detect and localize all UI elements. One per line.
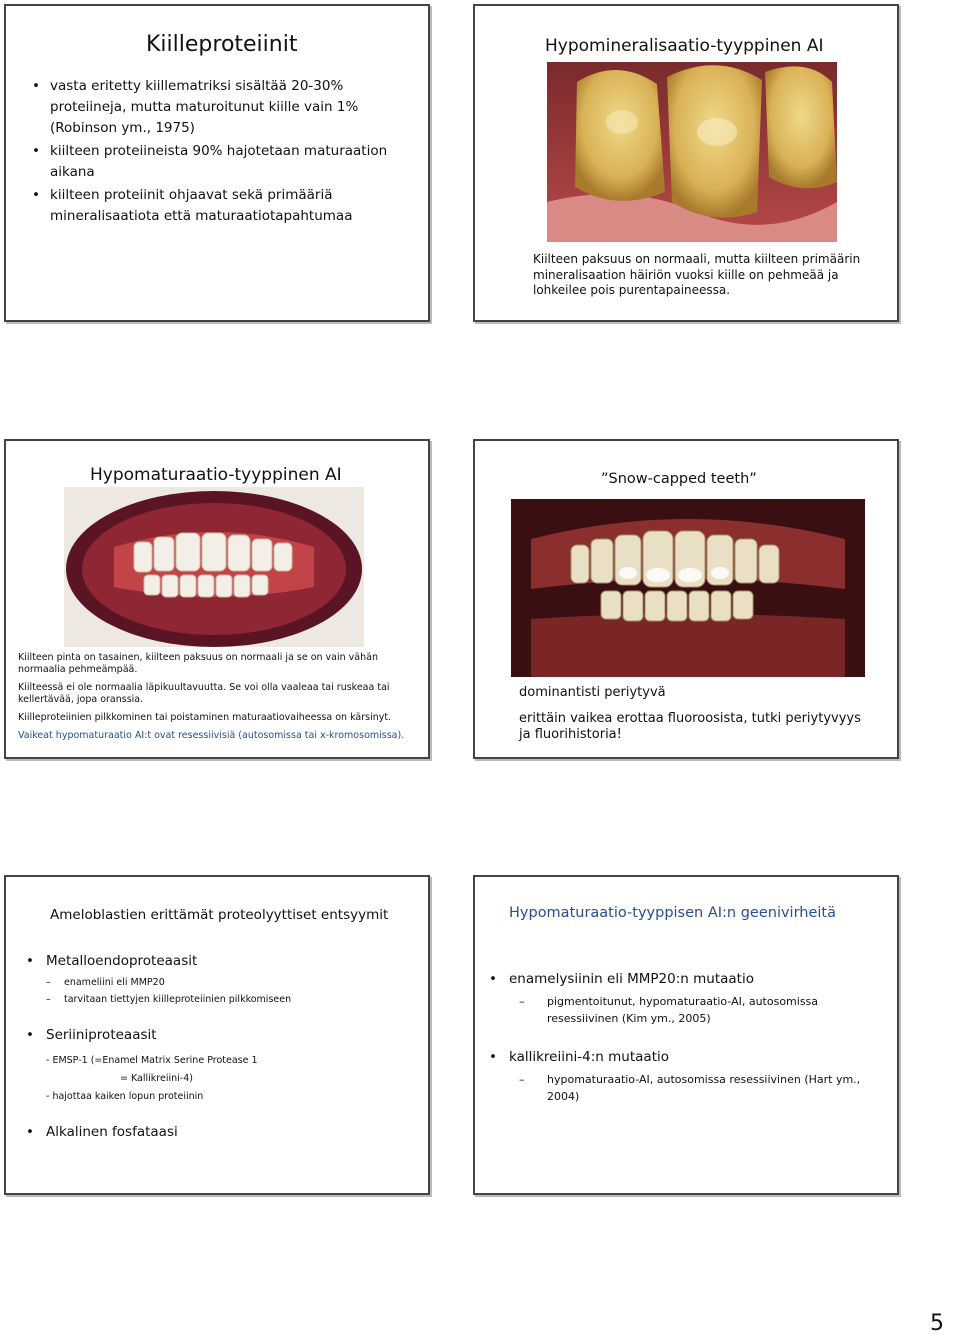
- teeth-photo-closeup: [547, 62, 837, 242]
- page-number: 5: [930, 1311, 944, 1336]
- note-paragraph: dominantisti periytyvä: [519, 685, 666, 700]
- bullet-list: [489, 971, 885, 1105]
- note-paragraph: Kiilteen pinta on tasainen, kiilteen paksuus on normaali ja se on vain vähän normaalia pehmeämpää.: [18, 652, 378, 675]
- bullet-list: [26, 953, 416, 1140]
- slide-hypomaturaatio: [4, 439, 430, 759]
- bullet-item: • kiilteen proteiineista 90% hajotetaan maturaation aikana: [32, 141, 412, 183]
- slide-title: ”Snow-capped teeth”: [601, 471, 757, 487]
- slide-title: Hypomaturaatio-tyyppisen AI:n geenivirheitä: [509, 905, 836, 921]
- slide-caption: Kiilteen paksuus on normaali, mutta kiilteen primäärin mineralisaation häiriön vuoksi kiille on pehmeää ja lohkeilee pois purentapaineessa.: [533, 252, 861, 297]
- bullet-item: • vasta eritetty kiillematriksi sisältää 20-30% proteiineja, mutta maturoitunut kiille vain 1% (Robinson ym., 1975): [32, 76, 412, 139]
- bullet-item: • Seriiniproteaasit: [26, 1027, 416, 1043]
- slide-title: Hypomineralisaatio-tyyppinen AI: [545, 36, 824, 56]
- slide-kiilleproteiinit: [4, 4, 430, 322]
- slide-snow-capped: [473, 439, 899, 759]
- detail-line: - hajottaa kaiken lopun proteiinin: [46, 1091, 204, 1102]
- slide-hypomineralisaatio: [473, 4, 899, 322]
- slide-notes: [519, 685, 875, 753]
- bullet-item: • Metalloendoproteaasit: [26, 953, 416, 969]
- slide-title: Kiilleproteiinit: [146, 32, 298, 57]
- slide-notes: [18, 652, 418, 748]
- note-paragraph: Kiilteessä ei ole normaalia läpikuultavuutta. Se voi olla vaaleaa tai ruskeaa tai kellertävää, jopa oranssia.: [18, 682, 390, 705]
- sub-bullet-item: – hypomaturaatio-AI, autosomissa resessiivinen (Hart ym., 2004): [489, 1071, 885, 1105]
- note-paragraph: Kiilleproteiinien pilkkominen tai poistaminen maturaatiovaiheessa on kärsinyt.: [18, 712, 392, 723]
- sub-bullet-item: – tarvitaan tiettyjen kiilleproteiinien pilkkomiseen: [26, 994, 416, 1005]
- note-paragraph-highlight: Vaikeat hypomaturaatio AI:t ovat resessiivisiä (autosomissa tai x-kromosomissa).: [18, 730, 405, 741]
- slide-geenivirheita: [473, 875, 899, 1195]
- detail-line: = Kallikreiini-4): [120, 1073, 193, 1084]
- slide-proteolyyttiset-entsyymit: [4, 875, 430, 1195]
- slide-title: Hypomaturaatio-tyyppinen AI: [90, 465, 342, 485]
- note-paragraph: erittäin vaikea erottaa fluoroosista, tutki periytyvyys ja fluorihistoria!: [519, 711, 861, 742]
- teeth-photo-open-mouth: [64, 487, 364, 647]
- bullet-item: • enamelysiinin eli MMP20:n mutaatio: [489, 971, 885, 987]
- teeth-photo-snow-capped: [511, 499, 865, 677]
- sub-bullet-item: – enameliini eli MMP20: [26, 977, 416, 988]
- bullet-list: [32, 76, 412, 229]
- bullet-item: • Alkalinen fosfataasi: [26, 1124, 416, 1140]
- detail-line: - EMSP-1 (=Enamel Matrix Serine Protease 1: [46, 1055, 258, 1066]
- bullet-item: • kallikreiini-4:n mutaatio: [489, 1049, 885, 1065]
- sub-bullet-item: – pigmentoitunut, hypomaturaatio-AI, autosomissa resessiivinen (Kim ym., 2005): [489, 993, 885, 1027]
- bullet-item: • kiilteen proteiinit ohjaavat sekä primääriä mineralisaatiota että maturaatiotapahtumaa: [32, 185, 412, 227]
- slide-title: Ameloblastien erittämät proteolyyttiset entsyymit: [50, 907, 389, 923]
